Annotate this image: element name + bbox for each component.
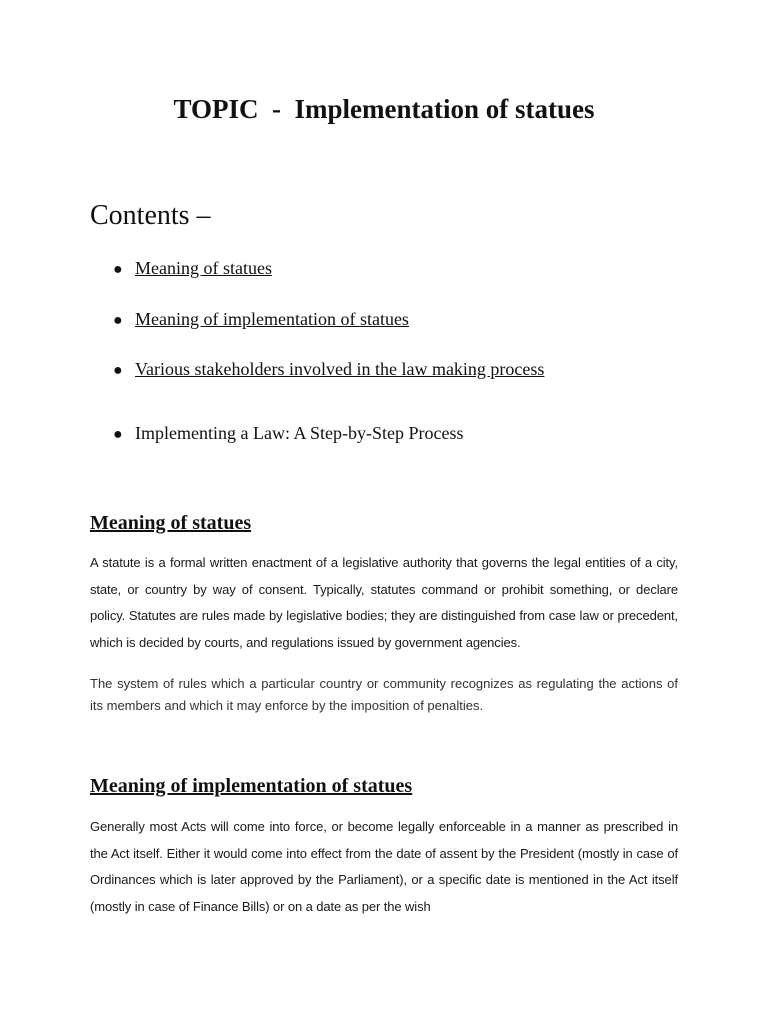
bullet-icon: ● bbox=[113, 312, 123, 329]
toc-link-stakeholders[interactable]: Various stakeholders involved in the law making process bbox=[135, 359, 545, 379]
paragraph-implementation: Generally most Acts will come into force, or become legally enforceable in a manner as prescribed in the Act itself. Either it would come into effect from the date of assent by the President (mostly in case of Ordinances which is later approved by the Parliament), or a specific date is mentioned in the Act itself (mostly in case of Finance Bills) or on a date as per the wish bbox=[90, 819, 678, 914]
toc-item[interactable] bbox=[113, 359, 544, 380]
paragraph-law-definition: The system of rules which a particular country or community recognizes as regulating the actions of its members and which it may enforce by the imposition of penalties. bbox=[90, 676, 678, 713]
toc-text-implementing-a-law: Implementing a Law: A Step-by-Step Process bbox=[135, 423, 464, 443]
paragraph-statute-definition: A statute is a formal written enactment of a legislative authority that governs the legal entities of a city, state, or country by way of consent. Typically, statutes command or prohibit something, or declare policy. Statutes are rules made by legislative bodies; they are distinguished from case law or precedent, which is decided by courts, and regulations issued by government agencies. bbox=[90, 555, 678, 650]
toc-item[interactable] bbox=[113, 309, 409, 330]
bullet-icon: ● bbox=[113, 362, 123, 379]
section-heading-meaning-of-statues: Meaning of statues bbox=[90, 512, 252, 534]
toc-item[interactable] bbox=[113, 258, 272, 279]
bullet-icon: ● bbox=[113, 426, 123, 443]
toc-item bbox=[113, 423, 463, 444]
contents-heading: Contents – bbox=[90, 200, 211, 231]
section-heading-meaning-of-implementation: Meaning of implementation of statues bbox=[90, 775, 413, 797]
toc-link-meaning-of-statues[interactable]: Meaning of statues bbox=[135, 258, 272, 278]
page-title: TOPIC - Implementation of statues bbox=[173, 94, 595, 124]
toc-link-meaning-of-implementation[interactable]: Meaning of implementation of statues bbox=[135, 309, 409, 329]
bullet-icon: ● bbox=[113, 261, 123, 278]
